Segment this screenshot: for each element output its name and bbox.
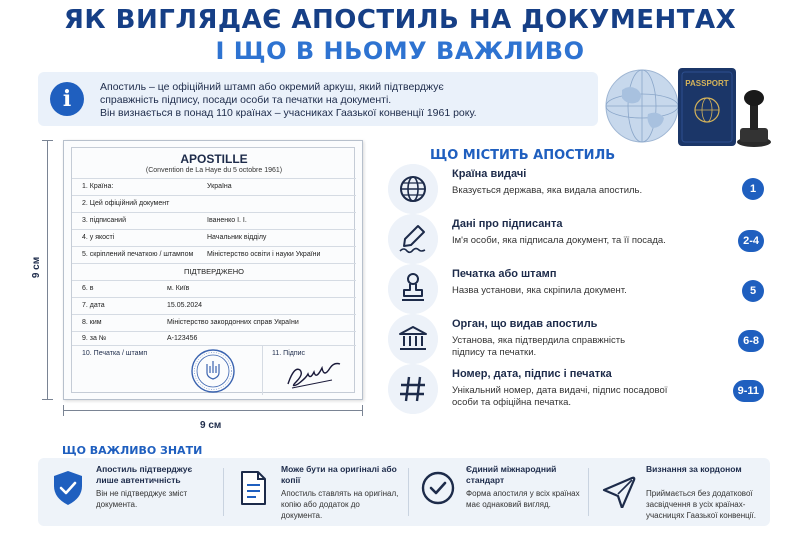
row-label: 1. Країна:	[82, 183, 114, 190]
row-value: Україна	[207, 183, 232, 190]
hash-icon	[388, 364, 438, 414]
height-dimension-line	[47, 140, 48, 400]
row-label: 3. підписаний	[82, 217, 126, 224]
certificate-title: APOSTILLE	[180, 152, 248, 166]
item-heading: Дані про підписанта	[452, 218, 563, 230]
stamp-illustration-icon	[737, 90, 771, 147]
seal-label: 10. Печатка / штамп	[82, 350, 148, 357]
field-number-badge: 5	[742, 280, 764, 302]
important-card	[223, 458, 408, 526]
contents-item	[388, 264, 768, 316]
field-number-badge: 9-11	[733, 380, 764, 402]
certificate-row	[72, 229, 356, 246]
card-heading: Може бути на оригіналі або копії	[281, 464, 397, 485]
field-number-badge: 6-8	[738, 330, 764, 352]
card-heading: Апостиль підтверджує лише автентичність	[96, 464, 193, 485]
certificate-row	[72, 280, 356, 297]
plane-icon	[598, 468, 638, 508]
important-title: ЩО ВАЖЛИВО ЗНАТИ	[62, 444, 203, 457]
document-icon	[233, 468, 273, 508]
card-description: Він не підтверджує зміст документа.	[96, 489, 188, 509]
certificate-subtitle: (Convention de La Haye du 5 octobre 1961)	[145, 167, 283, 174]
row-label: 5. скріплений печаткою / штампом	[82, 251, 194, 258]
item-description: Назва установи, яка скріпила документ.	[452, 285, 627, 296]
card-description: Апостиль ставлять на оригінал, копію або додаток до документа.	[281, 489, 399, 520]
certificate-row	[72, 178, 356, 195]
certificate-confirmed: ПІДТВЕРДЖЕНО	[72, 263, 356, 280]
row-value: Міністерство закордонних справ України	[167, 319, 299, 326]
stamp-icon	[388, 264, 438, 314]
official-seal-icon	[190, 348, 236, 394]
check-circle-icon	[418, 468, 458, 508]
row-label: 6. в	[82, 285, 94, 292]
card-heading: Єдиний міжнародний стандарт	[466, 464, 557, 485]
passport-label: PASSPORT	[685, 79, 729, 88]
info-icon: i	[50, 82, 84, 116]
info-line-2: справжність підпису, посади особи та печатки на документі.	[100, 94, 392, 106]
item-description: Вказується держава, яка видала апостиль.	[452, 185, 643, 196]
certificate-row	[72, 246, 356, 263]
title-line-1: ЯК ВИГЛЯДАЄ АПОСТИЛЬ НА ДОКУМЕНТАХ	[63, 5, 737, 35]
row-label: 7. дата	[82, 302, 105, 309]
width-dimension-line	[63, 410, 363, 411]
row-value: А-123456	[167, 335, 198, 342]
field-number-badge: 1	[742, 178, 764, 200]
certificate-row	[72, 195, 356, 212]
item-heading: Номер, дата, підпис і печатка	[452, 368, 612, 380]
card-description: Приймається без додаткової засвідчення в усіх країнах-учасницях Гаазької конвенції.	[646, 489, 756, 520]
item-heading: Печатка або штамп	[452, 268, 557, 280]
card-description: Форма апостиля у всіх країнах має однаковий вигляд.	[466, 489, 580, 509]
info-text	[100, 81, 580, 120]
item-description: Ім'я особи, яка підписала документ, та її посада.	[452, 235, 666, 246]
passport-globe-illustration	[600, 58, 775, 150]
pen-signature-icon	[388, 214, 438, 264]
dimension-tick	[42, 140, 53, 141]
contents-item	[388, 314, 768, 366]
globe-icon	[388, 164, 438, 214]
dimension-tick	[362, 405, 363, 416]
card-heading: Визнання за кордоном	[646, 464, 742, 474]
width-dimension-label: 9 см	[200, 420, 222, 431]
seal-signature-row	[72, 345, 356, 394]
field-number-badge: 2-4	[738, 230, 764, 252]
row-value: м. Київ	[167, 285, 190, 292]
row-label: 4. у якості	[82, 234, 115, 241]
item-description: Унікальний номер, дата видачі, підпис посадової особи та офіційна печатка.	[452, 385, 668, 408]
important-panel	[38, 458, 770, 526]
contents-item	[388, 364, 768, 416]
certificate-row	[72, 212, 356, 229]
row-value: 15.05.2024	[167, 302, 203, 309]
height-dimension-label: 9 см	[31, 256, 43, 279]
contents-title: ЩО МІСТИТЬ АПОСТИЛЬ	[430, 148, 616, 163]
contents-item	[388, 214, 768, 266]
certificate-frame	[71, 147, 355, 393]
row-value: Міністерство освіти і науки України	[207, 251, 321, 258]
certificate-row	[72, 331, 356, 345]
contents-item	[388, 164, 768, 216]
passport-icon	[678, 68, 736, 146]
dimension-tick	[42, 399, 53, 400]
item-description: Установа, яка підтвердила справжність підпису та печатки.	[452, 335, 626, 358]
shield-check-icon	[48, 468, 88, 508]
row-divider	[262, 346, 263, 395]
item-heading: Країна видачі	[452, 168, 527, 180]
certificate-row	[72, 297, 356, 314]
handwritten-signature-icon	[284, 358, 346, 392]
page-title	[0, 4, 800, 66]
important-card	[38, 458, 223, 526]
important-card	[588, 458, 770, 526]
info-line-3: Він визнається в понад 110 країнах – учасниках Гаазької конвенції 1961 року.	[100, 107, 477, 119]
institution-icon	[388, 314, 438, 364]
dimension-tick	[63, 405, 64, 416]
info-line-1: Апостиль – це офіційний штамп або окремий аркуш, який підтверджує	[100, 81, 444, 93]
row-label: 2. Цей офіційний документ	[82, 200, 170, 207]
row-value: Начальник відділу	[207, 234, 267, 241]
row-label: 9. за №	[82, 335, 107, 342]
globe-illustration-icon	[606, 70, 678, 142]
important-card	[408, 458, 588, 526]
signature-label: 11. Підпис	[272, 350, 306, 357]
certificate-row	[72, 314, 356, 331]
row-value: Іваненко І. І.	[207, 217, 247, 224]
info-banner	[38, 72, 598, 126]
title-line-2: І ЩО В НЬОМУ ВАЖЛИВО	[215, 37, 585, 65]
item-heading: Орган, що видав апостиль	[452, 318, 598, 330]
apostille-certificate	[63, 140, 363, 400]
row-label: 8. ким	[82, 319, 102, 326]
